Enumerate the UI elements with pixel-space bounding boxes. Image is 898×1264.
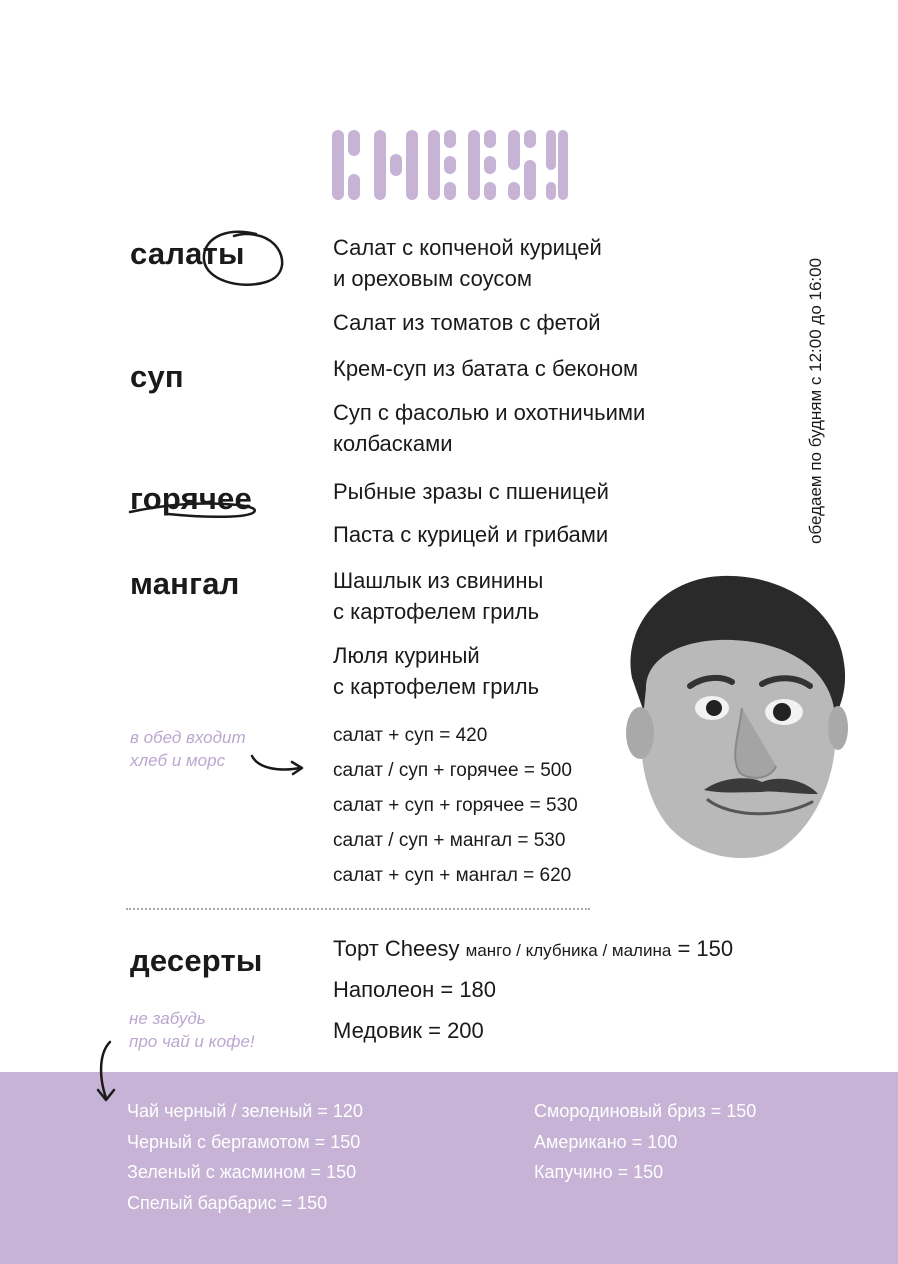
- combo-price: салат + суп + горячее = 530: [333, 795, 578, 816]
- combo-price: салат + суп + мангал = 620: [333, 865, 572, 886]
- arrow-down-icon: [92, 1038, 122, 1108]
- drink-item: Капучино = 150: [534, 1162, 664, 1182]
- menu-item: Суп с фасолью и охотничьими: [333, 400, 646, 425]
- hand-drawn-circle: [196, 226, 288, 292]
- menu-item: Крем-суп из батата с беконом: [333, 356, 639, 381]
- menu-item: Паста с курицей и грибами: [333, 522, 609, 547]
- combo-price: салат / суп + мангал = 530: [333, 830, 566, 851]
- section-divider: [126, 908, 590, 910]
- menu-item: и ореховым соусом: [333, 266, 532, 291]
- menu-item: с картофелем гриль: [333, 674, 540, 699]
- menu-item: Салат с копченой курицей: [333, 235, 602, 260]
- category-salads: салаты: [130, 236, 245, 271]
- menu-item: Рыбные зразы с пшеницей: [333, 479, 609, 504]
- menu-item: Медовик = 200: [333, 1018, 484, 1043]
- drink-item: Смородиновый бриз = 150: [534, 1101, 757, 1121]
- cheesy-logo: [332, 130, 568, 200]
- menu-item: с картофелем гриль: [333, 599, 540, 624]
- lunch-includes-note: в обед входит хлеб и морс: [130, 728, 246, 770]
- arrow-icon: [248, 750, 308, 780]
- combo-price: салат / суп + горячее = 500: [333, 760, 572, 781]
- lunch-hours-note: обедаем по будням с 12:00 до 16:00: [806, 257, 825, 544]
- drinks-reminder-note: не забудь про чай и кофе!: [129, 1009, 255, 1051]
- menu-item: Люля куриный: [333, 643, 480, 668]
- menu-item-cake: Торт Cheesy манго / клубника / малина = 150: [333, 936, 734, 961]
- category-desserts: десерты: [130, 943, 263, 978]
- category-hot: горячее: [130, 481, 252, 516]
- drink-item: Чай черный / зеленый = 120: [127, 1101, 363, 1121]
- menu-item: Салат из томатов с фетой: [333, 310, 601, 335]
- menu-item: Наполеон = 180: [333, 977, 497, 1002]
- category-soup: суп: [130, 359, 184, 394]
- drink-item: Черный с бергамотом = 150: [127, 1132, 361, 1152]
- menu-item: Шашлык из свинины: [333, 568, 544, 593]
- menu-item: колбасками: [333, 431, 453, 456]
- combo-price: салат + суп = 420: [333, 725, 488, 746]
- drink-item: Зеленый с жасмином = 150: [127, 1162, 357, 1182]
- man-face-photo: [612, 568, 852, 863]
- hand-drawn-underline: [128, 496, 262, 520]
- category-grill: мангал: [130, 566, 240, 601]
- drink-item: Спелый барбарис = 150: [127, 1193, 328, 1213]
- drink-item: Американо = 100: [534, 1132, 678, 1152]
